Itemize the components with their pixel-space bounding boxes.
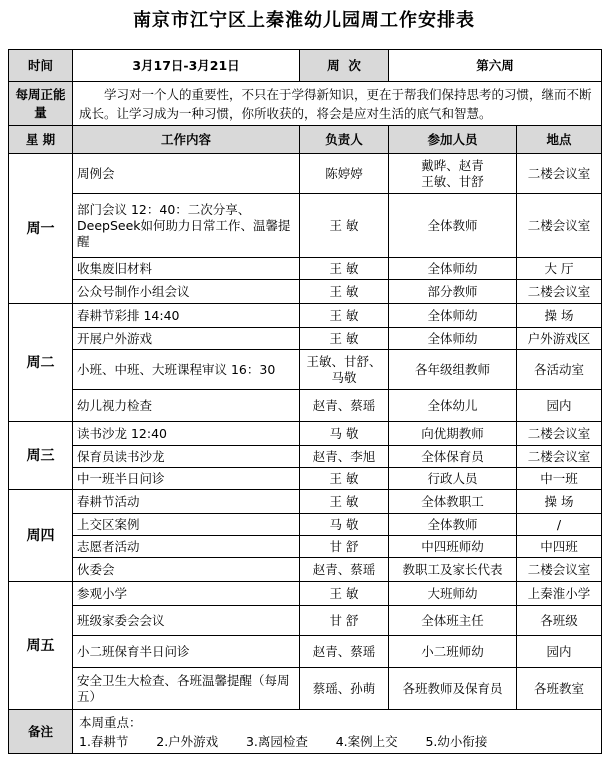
place-cell: 园内: [517, 636, 602, 668]
participants-cell: 全体教职工: [389, 490, 517, 514]
week-label: 周 次: [300, 50, 389, 82]
column-header-row: [9, 126, 602, 154]
day-label: 周二: [9, 304, 73, 422]
place-cell: 大 厅: [517, 258, 602, 280]
schedule-row: [9, 258, 602, 280]
owner-cell: 赵青、蔡瑶: [300, 558, 389, 582]
owner-cell: 甘 舒: [300, 536, 389, 558]
owner-cell: 王 敏: [300, 468, 389, 490]
owner-cell: 赵青、蔡瑶: [300, 636, 389, 668]
participants-cell: 全体师幼: [389, 258, 517, 280]
motto-row: [9, 82, 602, 126]
schedule-table: [8, 49, 602, 754]
place-cell: 二楼会议室: [517, 194, 602, 258]
owner-cell: 马 敬: [300, 422, 389, 446]
participants-cell: 部分教师: [389, 280, 517, 304]
place-cell: 各班级: [517, 606, 602, 636]
owner-cell: 赵青、李旭: [300, 446, 389, 468]
work-content: 公众号制作小组会议: [73, 280, 300, 304]
work-content: 上交区案例: [73, 514, 300, 536]
place-cell: 二楼会议室: [517, 280, 602, 304]
owner-cell: 王敏、甘舒、马敬: [300, 350, 389, 390]
day-label: 周三: [9, 422, 73, 490]
participants-cell: 教职工及家长代表: [389, 558, 517, 582]
schedule-row: [9, 668, 602, 710]
participants-cell: 全体教师: [389, 514, 517, 536]
notes-items: 1.春耕节 2.户外游戏 3.离园检查 4.案例上交 5.幼小衔接: [79, 733, 488, 749]
owner-cell: 王 敏: [300, 582, 389, 606]
week-value: 第六周: [389, 50, 602, 82]
owner-cell: 王 敏: [300, 304, 389, 328]
work-content: 小二班保育半日问诊: [73, 636, 300, 668]
schedule-row: [9, 422, 602, 446]
owner-cell: 王 敏: [300, 258, 389, 280]
participants-cell: 全体教师: [389, 194, 517, 258]
place-cell: 各班教室: [517, 668, 602, 710]
schedule-row: [9, 582, 602, 606]
schedule-row: [9, 514, 602, 536]
owner-cell: 赵青、蔡瑶: [300, 390, 389, 422]
notes-row: [9, 710, 602, 754]
schedule-row: [9, 154, 602, 194]
schedule-row: [9, 558, 602, 582]
participants-cell: 全体师幼: [389, 304, 517, 328]
col-day: 星 期: [9, 126, 73, 154]
work-content: 周例会: [73, 154, 300, 194]
work-content: 开展户外游戏: [73, 328, 300, 350]
owner-cell: 蔡瑶、孙萌: [300, 668, 389, 710]
place-cell: 二楼会议室: [517, 558, 602, 582]
schedule-row: [9, 328, 602, 350]
participants-cell: 行政人员: [389, 468, 517, 490]
participants-cell: 全体保育员: [389, 446, 517, 468]
work-content: 保育员读书沙龙: [73, 446, 300, 468]
notes-label: 备注: [9, 710, 73, 754]
place-cell: 上秦淮小学: [517, 582, 602, 606]
schedule-row: [9, 606, 602, 636]
place-cell: 操 场: [517, 304, 602, 328]
page-title: 南京市江宁区上秦淮幼儿园周工作安排表: [133, 10, 475, 31]
day-label: 周五: [9, 582, 73, 710]
schedule-row: [9, 304, 602, 328]
col-content: 工作内容: [73, 126, 300, 154]
day-label: 周一: [9, 154, 73, 304]
place-cell: 二楼会议室: [517, 446, 602, 468]
owner-cell: 王 敏: [300, 194, 389, 258]
time-label: 时间: [9, 50, 73, 82]
participants-cell: 戴晔、赵青 王敏、甘舒: [389, 154, 517, 194]
schedule-row: [9, 536, 602, 558]
participants-cell: 全体班主任: [389, 606, 517, 636]
work-content: 幼儿视力检查: [73, 390, 300, 422]
work-content: 志愿者活动: [73, 536, 300, 558]
participants-cell: 向优期教师: [389, 422, 517, 446]
owner-cell: 陈婷婷: [300, 154, 389, 194]
place-cell: /: [517, 514, 602, 536]
owner-cell: 王 敏: [300, 490, 389, 514]
owner-cell: 王 敏: [300, 280, 389, 304]
place-cell: 二楼会议室: [517, 422, 602, 446]
work-content: 春耕节活动: [73, 490, 300, 514]
work-content: 收集废旧材料: [73, 258, 300, 280]
day-label: 周四: [9, 490, 73, 582]
schedule-row: [9, 280, 602, 304]
work-content: 班级家委会会议: [73, 606, 300, 636]
place-cell: 中一班: [517, 468, 602, 490]
info-row: [9, 50, 602, 82]
work-content: 中一班半日问诊: [73, 468, 300, 490]
schedule-row: [9, 390, 602, 422]
work-content: 部门会议 12：40：二次分享、DeepSeek如何助力日常工作、温馨提醒: [73, 194, 300, 258]
work-content: 安全卫生大检查、各班温馨提醒（每周五）: [73, 668, 300, 710]
participants-cell: 小二班师幼: [389, 636, 517, 668]
schedule-row: [9, 468, 602, 490]
notes-heading: 本周重点：: [79, 714, 142, 730]
schedule-row: [9, 350, 602, 390]
participants-cell: 中四班师幼: [389, 536, 517, 558]
work-content: 小班、中班、大班课程审议 16：30: [73, 350, 300, 390]
work-content: 春耕节彩排 14:40: [73, 304, 300, 328]
col-place: 地点: [517, 126, 602, 154]
col-participants: 参加人员: [389, 126, 517, 154]
participants-cell: 各年级组教师: [389, 350, 517, 390]
notes-cell: [73, 710, 602, 754]
schedule-row: [9, 446, 602, 468]
schedule-row: [9, 636, 602, 668]
place-cell: 户外游戏区: [517, 328, 602, 350]
work-content: 伙委会: [73, 558, 300, 582]
place-cell: 中四班: [517, 536, 602, 558]
owner-cell: 甘 舒: [300, 606, 389, 636]
work-content: 参观小学: [73, 582, 300, 606]
participants-cell: 全体师幼: [389, 328, 517, 350]
place-cell: 各活动室: [517, 350, 602, 390]
owner-cell: 王 敏: [300, 328, 389, 350]
owner-cell: 马 敬: [300, 514, 389, 536]
place-cell: 二楼会议室: [517, 154, 602, 194]
participants-cell: 大班师幼: [389, 582, 517, 606]
place-cell: 操 场: [517, 490, 602, 514]
work-content: 读书沙龙 12:40: [73, 422, 300, 446]
date-range: 3月17日-3月21日: [73, 50, 300, 82]
place-cell: 园内: [517, 390, 602, 422]
schedule-row: [9, 194, 602, 258]
motto-label: 每周正能量: [9, 82, 73, 126]
schedule-row: [9, 490, 602, 514]
col-owner: 负责人: [300, 126, 389, 154]
participants-cell: 全体幼儿: [389, 390, 517, 422]
participants-cell: 各班教师及保育员: [389, 668, 517, 710]
motto-text: 学习对一个人的重要性，不只在于学得新知识，更在于帮我们保持思考的习惯，继而不断成长。让学习成为一种习惯，你所收获的，将会是应对生活的底气和智慧。: [73, 82, 602, 126]
